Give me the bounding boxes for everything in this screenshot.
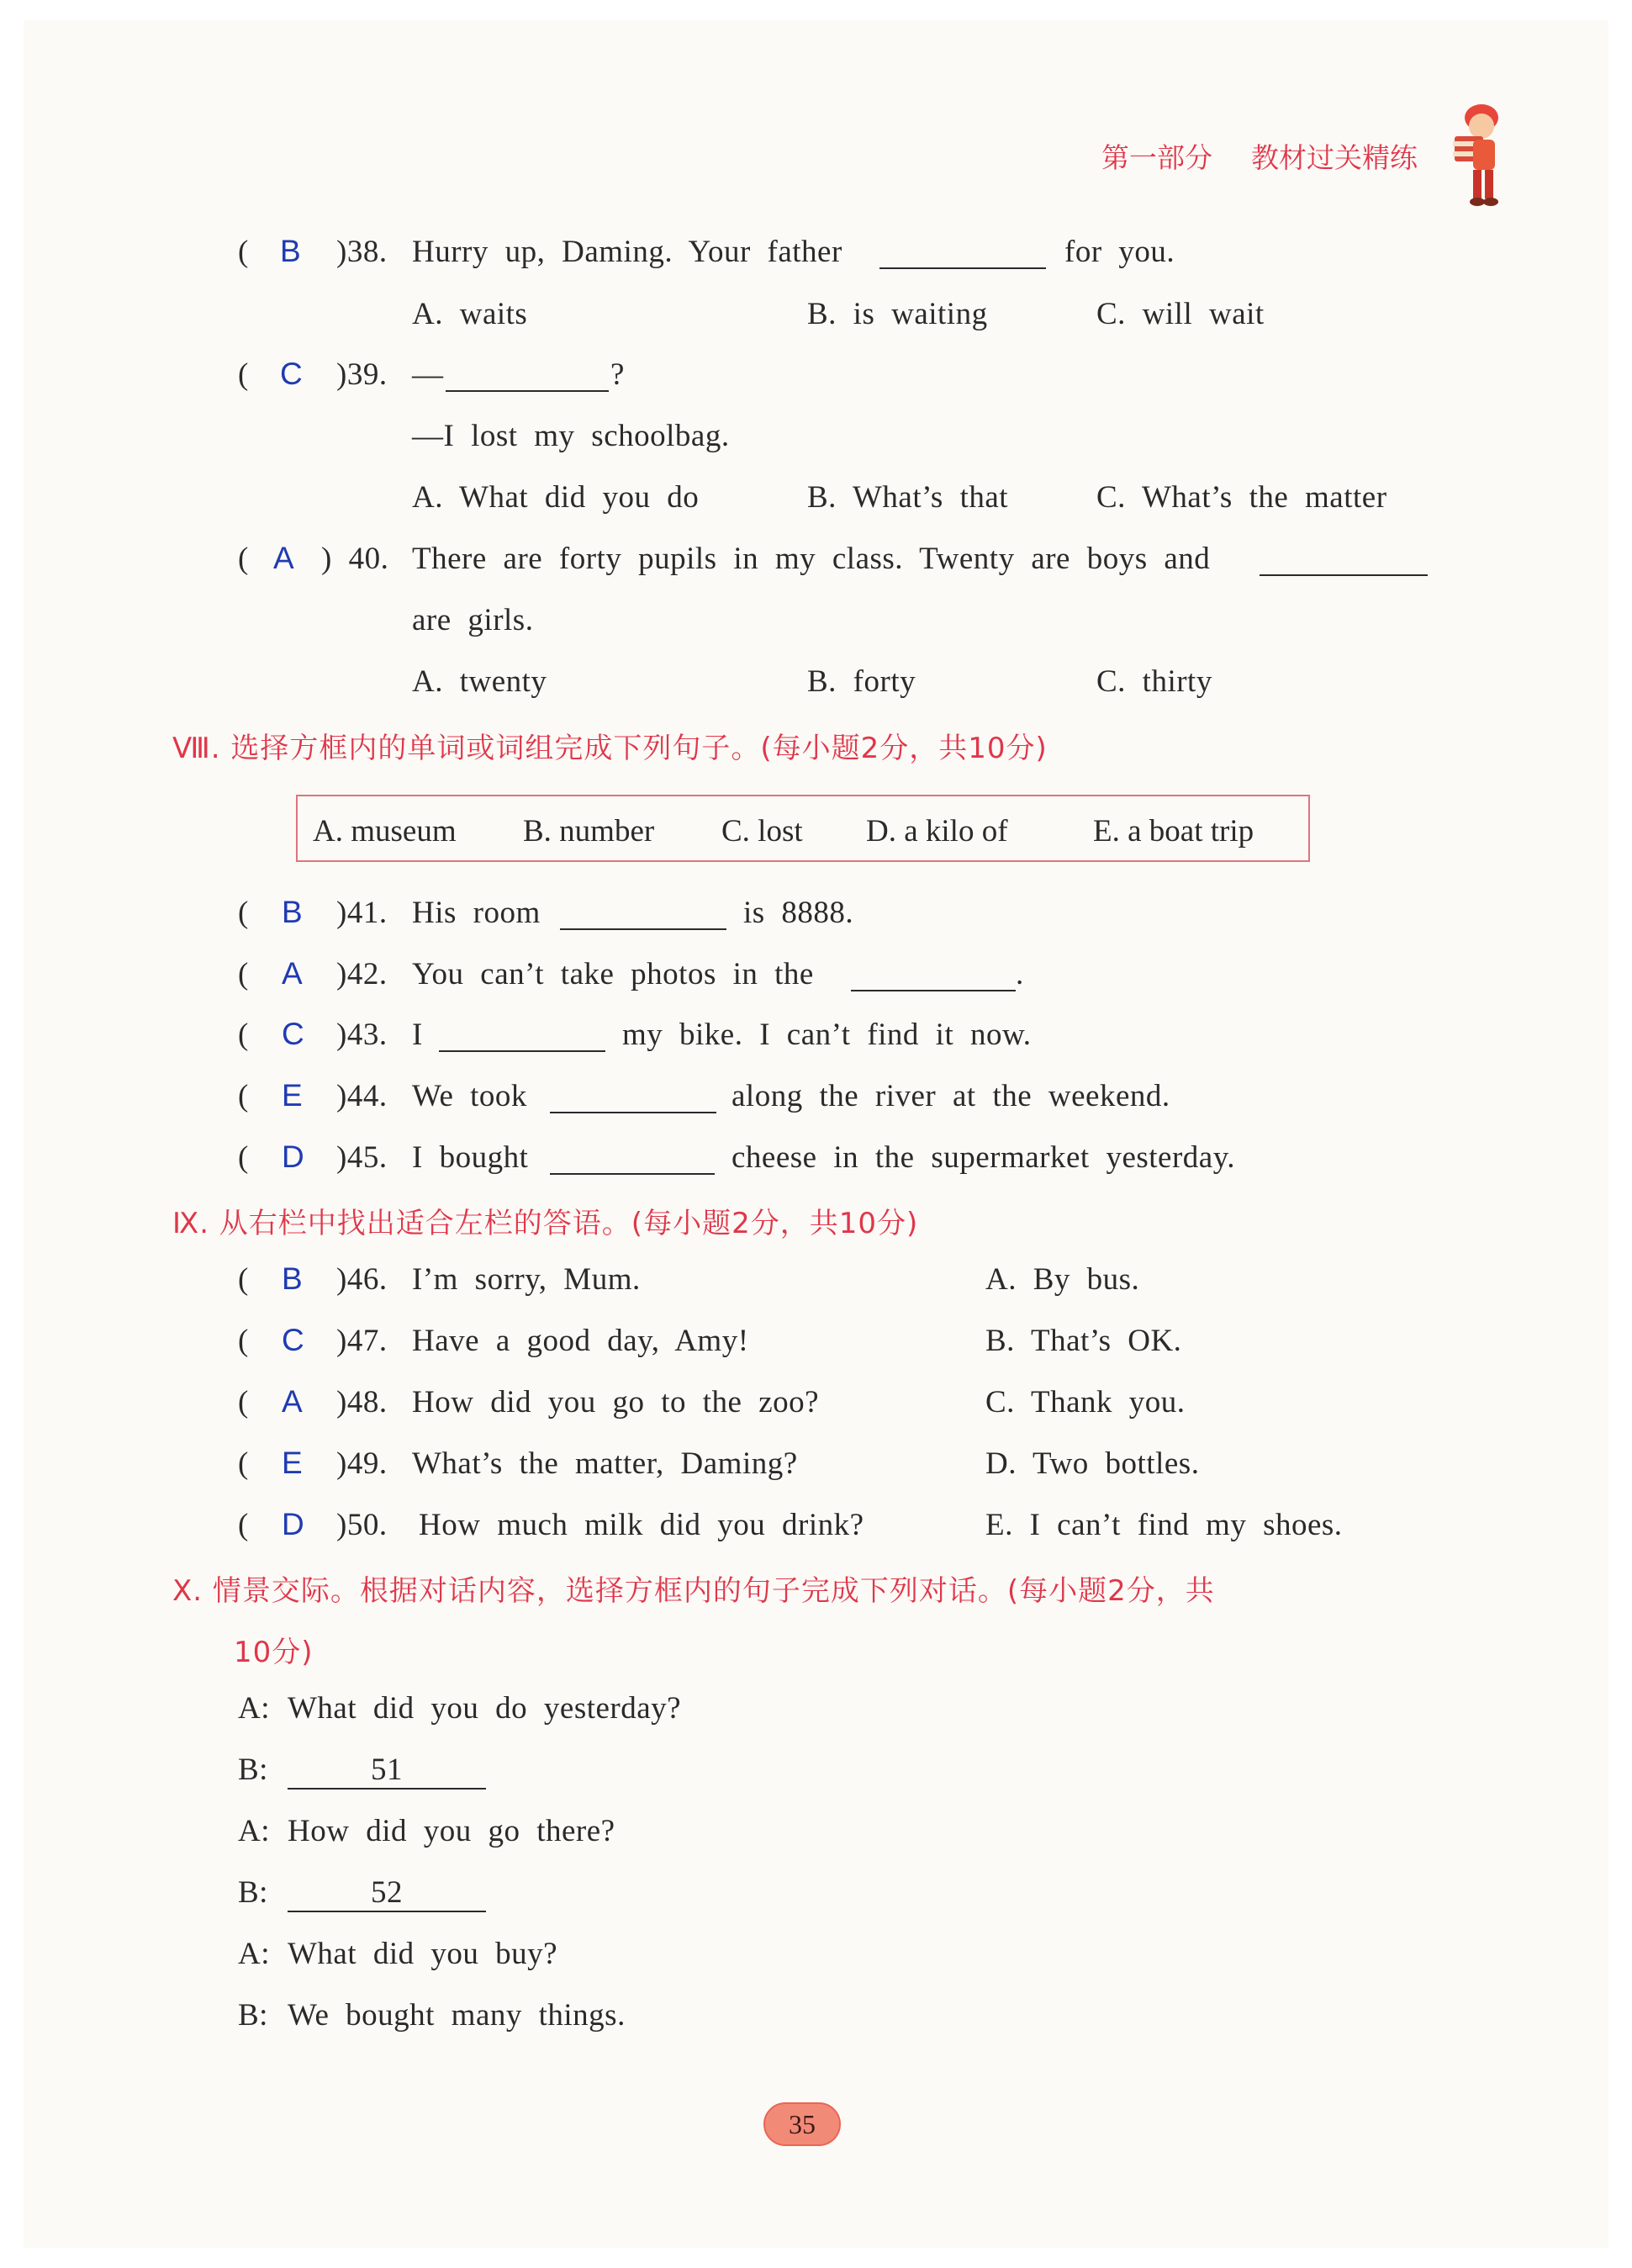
- page: [24, 20, 1608, 2248]
- answer-45: D: [282, 1139, 304, 1174]
- question-number-46: )46.: [336, 1262, 388, 1297]
- answer-50: D: [282, 1507, 304, 1541]
- blank-42: [851, 965, 1016, 991]
- dialogue-speaker: B:: [238, 1753, 268, 1787]
- word-option-a: A. museum: [313, 814, 457, 849]
- answer-47: C: [282, 1323, 304, 1357]
- question-44-text: We took: [412, 1079, 527, 1113]
- question-number-44: )44.: [336, 1079, 388, 1113]
- question-number-50: )50.: [336, 1508, 388, 1542]
- match-right-a: A. By bus.: [985, 1262, 1140, 1297]
- header-part: 第一部分: [1101, 141, 1212, 174]
- dialogue-speaker: A:: [238, 1814, 270, 1848]
- dialogue-blank-51: 51: [288, 1752, 486, 1790]
- question-43-text: I: [412, 1018, 423, 1052]
- match-left-46: I’m sorry, Mum.: [412, 1262, 641, 1297]
- paren-open: (: [238, 896, 249, 930]
- question-41-tail: is 8888.: [743, 896, 854, 930]
- answer-40: A: [273, 541, 294, 575]
- dialogue-line: How did you go there?: [288, 1814, 615, 1848]
- paren-open: (: [238, 357, 249, 392]
- blank-43: [439, 1025, 605, 1052]
- paren-open: (: [238, 542, 249, 576]
- option-40-c: C. thirty: [1096, 664, 1212, 699]
- paren-open: (: [238, 1018, 249, 1052]
- paren-open: (: [238, 1079, 249, 1113]
- match-right-e: E. I can’t find my shoes.: [985, 1508, 1343, 1542]
- page-number: 35: [763, 2102, 841, 2146]
- match-right-d: D. Two bottles.: [985, 1446, 1200, 1481]
- question-45-tail: cheese in the supermarket yesterday.: [731, 1140, 1236, 1175]
- answer-38: B: [280, 234, 301, 268]
- option-39-a: A. What did you do: [412, 480, 700, 515]
- word-option-d: D. a kilo of: [866, 814, 1008, 849]
- answer-43: C: [282, 1017, 304, 1051]
- word-option-b: B. number: [523, 814, 655, 849]
- question-41-text: His room: [412, 896, 541, 930]
- paren-open: (: [238, 1140, 249, 1175]
- section-9-title: Ⅸ. 从右栏中找出适合左栏的答语。(每小题2分，共10分): [172, 1207, 919, 1240]
- question-40-line2: are girls.: [412, 603, 534, 637]
- paren-open: (: [238, 957, 249, 991]
- blank-41: [560, 903, 726, 930]
- section-10-title-cont: 10分): [234, 1636, 314, 1669]
- blank-38: [879, 242, 1046, 269]
- word-option-c: C. lost: [721, 814, 803, 849]
- section-10-title: Ⅹ. 情景交际。根据对话内容，选择方框内的句子完成下列对话。(每小题2分，共: [172, 1574, 1215, 1608]
- question-44-tail: along the river at the weekend.: [731, 1079, 1170, 1113]
- question-number-48: )48.: [336, 1385, 388, 1419]
- answer-39: C: [280, 357, 303, 391]
- header-section: 教材过关精练: [1251, 141, 1418, 174]
- match-left-49: What’s the matter, Daming?: [412, 1446, 798, 1481]
- question-number-38: )38.: [336, 235, 388, 269]
- question-number-42: )42.: [336, 957, 388, 991]
- paren-open: (: [238, 1508, 249, 1542]
- dialogue-speaker: B:: [238, 1998, 268, 2033]
- blank-40: [1260, 549, 1428, 576]
- answer-49: E: [282, 1446, 303, 1480]
- question-39-mark: ?: [610, 357, 625, 392]
- question-43-tail: my bike. I can’t find it now.: [622, 1018, 1032, 1052]
- blank-45: [550, 1148, 715, 1175]
- match-left-48: How did you go to the zoo?: [412, 1385, 820, 1419]
- option-38-c: C. will wait: [1096, 297, 1265, 331]
- paren-open: (: [238, 235, 249, 269]
- paren-open: (: [238, 1324, 249, 1358]
- question-45-text: I bought: [412, 1140, 529, 1175]
- blank-44: [550, 1086, 716, 1113]
- question-38-text: Hurry up, Daming. Your father: [412, 235, 842, 269]
- question-number-43: )43.: [336, 1018, 388, 1052]
- question-38-tail: for you.: [1064, 235, 1175, 269]
- question-39-dash: —: [412, 357, 444, 392]
- question-number-45: )45.: [336, 1140, 388, 1175]
- dialogue-line: We bought many things.: [288, 1998, 626, 2033]
- dialogue-line: What did you do yesterday?: [288, 1691, 682, 1726]
- dialogue-speaker: A:: [238, 1691, 270, 1726]
- question-number-47: )47.: [336, 1324, 388, 1358]
- dialogue-speaker: A:: [238, 1937, 270, 1971]
- question-number-39: )39.: [336, 357, 388, 392]
- option-38-b: B. is waiting: [807, 297, 988, 331]
- word-option-e: E. a boat trip: [1093, 814, 1254, 849]
- match-left-47: Have a good day, Amy!: [412, 1324, 749, 1358]
- answer-41: B: [282, 895, 303, 929]
- boy-mascot-icon: [1445, 99, 1512, 209]
- answer-44: E: [282, 1078, 303, 1113]
- paren-open: (: [238, 1262, 249, 1297]
- question-39-reply: —I lost my schoolbag.: [412, 419, 730, 453]
- question-number-49: )49.: [336, 1446, 388, 1481]
- dialogue-blank-52: 52: [288, 1874, 486, 1912]
- option-40-a: A. twenty: [412, 664, 547, 699]
- paren-open: (: [238, 1446, 249, 1481]
- option-39-c: C. What’s the matter: [1096, 480, 1387, 515]
- option-39-b: B. What’s that: [807, 480, 1009, 515]
- match-right-c: C. Thank you.: [985, 1385, 1186, 1419]
- answer-42: A: [282, 956, 303, 991]
- question-42-text: You can’t take photos in the: [412, 957, 814, 991]
- answer-46: B: [282, 1261, 303, 1296]
- match-right-b: B. That’s OK.: [985, 1324, 1182, 1358]
- question-number-40: ) 40.: [321, 542, 389, 576]
- paren-open: (: [238, 1385, 249, 1419]
- question-number-41: )41.: [336, 896, 388, 930]
- answer-48: A: [282, 1384, 303, 1419]
- match-left-50: How much milk did you drink?: [419, 1508, 864, 1542]
- section-8-title: Ⅷ. 选择方框内的单词或词组完成下列句子。(每小题2分，共10分): [172, 732, 1048, 765]
- dialogue-speaker: B:: [238, 1875, 268, 1910]
- question-42-tail: .: [1016, 957, 1024, 991]
- word-box: [296, 795, 1310, 862]
- option-40-b: B. forty: [807, 664, 916, 699]
- dialogue-line: What did you buy?: [288, 1937, 558, 1971]
- question-40-text: There are forty pupils in my class. Twenty are boys and: [412, 542, 1211, 576]
- blank-39: [446, 365, 609, 392]
- option-38-a: A. waits: [412, 297, 528, 331]
